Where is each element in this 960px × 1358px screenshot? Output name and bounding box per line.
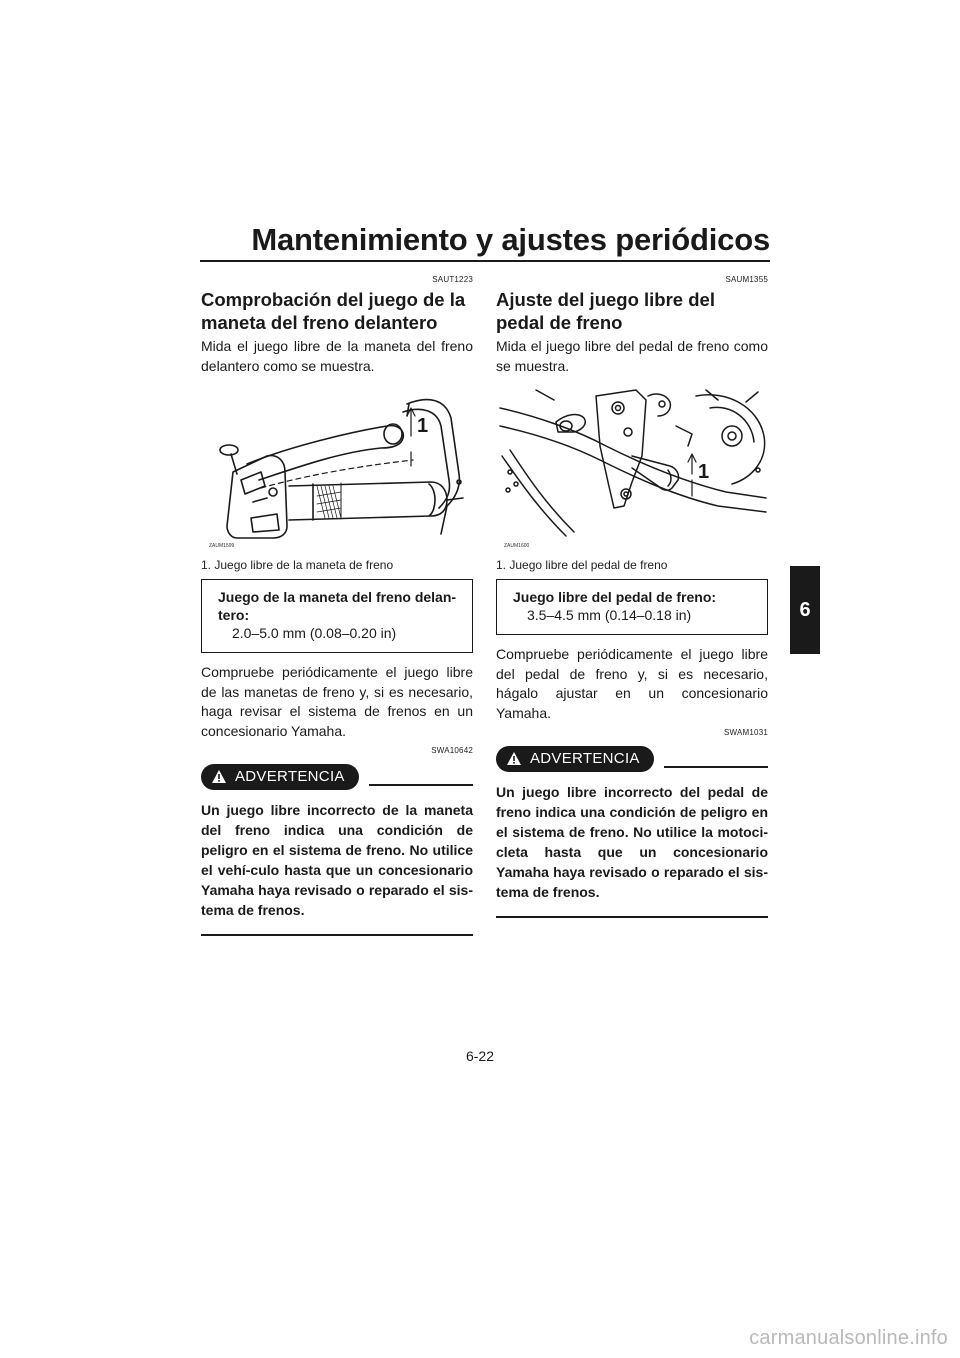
brake-lever-figure: [201, 386, 473, 551]
spec-title: Juego de la maneta del freno delan-tero:: [218, 589, 457, 624]
warning-text: Un juego libre incorrecto de la maneta del freno indica una condición de peligro en el sistema de freno. No utilice el vehí-culo hasta que un concesionario Yamaha haya revisado o reparado el sis-tema de frenos.: [201, 801, 473, 918]
warning-end-rule: [201, 934, 473, 936]
spec-box: [496, 579, 768, 635]
section-heading: Comprobación del juego de la maneta del freno delantero: [201, 289, 466, 333]
spec-title: Juego libre del pedal de freno:: [513, 589, 717, 606]
intro-text: Mida el juego libre de la maneta del freno delantero como se muestra.: [201, 338, 473, 374]
body-text: Compruebe periódicamente el juego libre del pedal de freno y, si es necesario, hágalo ajustar en un concesionario Yamaha.: [496, 646, 768, 721]
spec-box: [201, 579, 473, 653]
figure-caption: 1. Juego libre de la maneta de freno: [201, 558, 394, 573]
warning-code: SWAM1031: [724, 727, 768, 737]
brake-lever-illustration: [201, 386, 473, 551]
spec-value: 2.0–5.0 mm (0.08–0.20 in): [232, 625, 397, 642]
warning-header: [496, 746, 768, 772]
brake-pedal-illustration: [496, 386, 768, 551]
warning-rule: [369, 784, 473, 786]
chapter-tab[interactable]: 6: [790, 566, 820, 654]
warning-badge: [496, 746, 654, 772]
watermark-link[interactable]: carmanualsonline.info: [749, 1327, 948, 1349]
brake-pedal-figure: [496, 386, 768, 551]
page-title: Mantenimiento y ajustes periódicos: [251, 222, 770, 257]
section-code: SAUT1223: [432, 275, 473, 284]
warning-end-rule: [496, 916, 768, 918]
warning-rule: [664, 766, 768, 768]
figure-caption: 1. Juego libre del pedal de freno: [496, 558, 668, 573]
warning-text: Un juego libre incorrecto del pedal de freno indica una condición de peligro en el sistema de freno. No utilice la motoci-cleta hasta que un concesionario Yamaha haya revisado o reparado el sis-tema de frenos.: [496, 783, 768, 900]
figure-code: ZAUM1600: [504, 543, 530, 550]
warning-badge: [201, 764, 359, 790]
warning-icon: [211, 769, 227, 784]
page-number: 6-22: [465, 1048, 495, 1064]
figure-callout: 1: [698, 461, 710, 484]
warning-label: ADVERTENCIA: [530, 750, 640, 768]
figure-code: ZAUM1599: [209, 543, 235, 550]
figure-callout: 1: [417, 415, 429, 438]
title-rule: [200, 260, 770, 262]
section-heading: Ajuste del juego libre del pedal de freno: [496, 289, 715, 333]
section-code: SAUM1355: [725, 275, 768, 284]
warning-icon: [506, 751, 522, 766]
intro-text: Mida el juego libre del pedal de freno como se muestra.: [496, 338, 768, 374]
right-column: [496, 275, 768, 918]
left-column: [201, 275, 473, 936]
spec-value: 3.5–4.5 mm (0.14–0.18 in): [527, 607, 692, 624]
body-text: Compruebe periódicamente el juego libre de las manetas de freno y, si es necesario, haga revisar el sistema de frenos en un concesionario Yamaha.: [201, 664, 473, 739]
warning-label: ADVERTENCIA: [235, 768, 345, 786]
warning-header: [201, 764, 473, 790]
warning-code: SWA10642: [431, 745, 473, 755]
